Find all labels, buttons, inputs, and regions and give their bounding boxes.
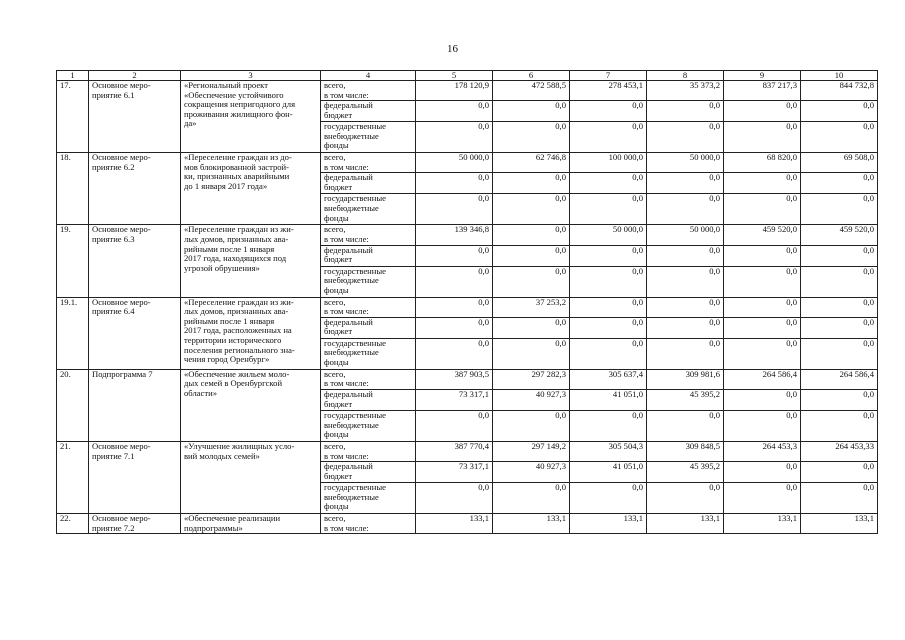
funding-source: всего, в том числе: xyxy=(321,81,416,101)
amount-cell: 100 000,0 xyxy=(570,153,647,173)
amount-cell: 0,0 xyxy=(647,122,724,153)
amount-cell: 0,0 xyxy=(647,338,724,369)
amount-cell: 0,0 xyxy=(416,317,493,338)
column-header: 1 xyxy=(57,71,89,81)
row-number: 19. xyxy=(57,225,89,297)
funding-source: государственные внебюджетные фонды xyxy=(321,483,416,514)
table-body xyxy=(57,71,878,534)
amount-cell: 133,1 xyxy=(416,514,493,534)
funding-source: всего, в том числе: xyxy=(321,441,416,461)
amount-cell: 0,0 xyxy=(570,122,647,153)
amount-cell: 0,0 xyxy=(570,194,647,225)
amount-cell: 0,0 xyxy=(493,338,570,369)
table-row xyxy=(57,81,878,101)
amount-cell: 0,0 xyxy=(416,338,493,369)
amount-cell: 0,0 xyxy=(724,122,801,153)
program-name: Основное меро- приятие 6.3 xyxy=(89,225,181,297)
amount-cell: 0,0 xyxy=(570,173,647,194)
page-number: 16 xyxy=(447,43,458,55)
amount-cell: 73 317,1 xyxy=(416,389,493,410)
amount-cell: 0,0 xyxy=(493,245,570,266)
amount-cell: 133,1 xyxy=(801,514,878,534)
amount-cell: 0,0 xyxy=(724,338,801,369)
column-header: 3 xyxy=(181,71,321,81)
column-header: 5 xyxy=(416,71,493,81)
amount-cell: 0,0 xyxy=(416,297,493,317)
program-name: Основное меро- приятие 6.4 xyxy=(89,297,181,369)
amount-cell: 387 903,5 xyxy=(416,369,493,389)
program-description: «Улучшение жилищных усло- вий молодых семей» xyxy=(181,441,321,513)
amount-cell: 0,0 xyxy=(801,173,878,194)
amount-cell: 0,0 xyxy=(570,266,647,297)
funding-source: всего, в том числе: xyxy=(321,297,416,317)
amount-cell: 264 453,33 xyxy=(801,441,878,461)
funding-source: всего, в том числе: xyxy=(321,225,416,245)
amount-cell: 264 586,4 xyxy=(724,369,801,389)
funding-source: федеральный бюджет xyxy=(321,101,416,122)
amount-cell: 0,0 xyxy=(493,483,570,514)
funding-source: государственные внебюджетные фонды xyxy=(321,194,416,225)
amount-cell: 0,0 xyxy=(801,245,878,266)
amount-cell: 0,0 xyxy=(493,194,570,225)
program-name: Основное меро- приятие 7.1 xyxy=(89,441,181,513)
amount-cell: 178 120,9 xyxy=(416,81,493,101)
amount-cell: 0,0 xyxy=(570,101,647,122)
funding-source: государственные внебюджетные фонды xyxy=(321,266,416,297)
amount-cell: 0,0 xyxy=(416,194,493,225)
row-number: 21. xyxy=(57,441,89,513)
amount-cell: 0,0 xyxy=(493,225,570,245)
amount-cell: 459 520,0 xyxy=(801,225,878,245)
amount-cell: 40 927,3 xyxy=(493,389,570,410)
row-number: 20. xyxy=(57,369,89,441)
funding-source: федеральный бюджет xyxy=(321,317,416,338)
amount-cell: 73 317,1 xyxy=(416,462,493,483)
table-row xyxy=(57,153,878,173)
amount-cell: 0,0 xyxy=(801,338,878,369)
amount-cell: 0,0 xyxy=(801,389,878,410)
amount-cell: 0,0 xyxy=(570,245,647,266)
amount-cell: 0,0 xyxy=(493,266,570,297)
amount-cell: 309 848,5 xyxy=(647,441,724,461)
amount-cell: 0,0 xyxy=(416,101,493,122)
funding-source: всего, в том числе: xyxy=(321,369,416,389)
amount-cell: 0,0 xyxy=(724,317,801,338)
amount-cell: 305 637,4 xyxy=(570,369,647,389)
table-row xyxy=(57,514,878,534)
amount-cell: 0,0 xyxy=(724,266,801,297)
program-description: «Переселение граждан из жи- лых домов, признанных ава- рийными после 1 января 2017 года, находящихся под угрозой обрушения» xyxy=(181,225,321,297)
table-row xyxy=(57,225,878,245)
amount-cell: 133,1 xyxy=(493,514,570,534)
amount-cell: 0,0 xyxy=(570,297,647,317)
program-description: «Региональный проект «Обеспечение устойчивого сокращения непригодного для проживания жилищного фон- да» xyxy=(181,81,321,153)
funding-source: федеральный бюджет xyxy=(321,245,416,266)
amount-cell: 0,0 xyxy=(493,173,570,194)
amount-cell: 139 346,8 xyxy=(416,225,493,245)
amount-cell: 472 588,5 xyxy=(493,81,570,101)
amount-cell: 68 820,0 xyxy=(724,153,801,173)
program-name: Подпрограмма 7 xyxy=(89,369,181,441)
amount-cell: 0,0 xyxy=(416,266,493,297)
amount-cell: 0,0 xyxy=(416,245,493,266)
amount-cell: 0,0 xyxy=(724,101,801,122)
table-row xyxy=(57,369,878,389)
amount-cell: 0,0 xyxy=(493,101,570,122)
amount-cell: 0,0 xyxy=(647,101,724,122)
funding-source: федеральный бюджет xyxy=(321,462,416,483)
amount-cell: 305 504,3 xyxy=(570,441,647,461)
amount-cell: 0,0 xyxy=(647,483,724,514)
amount-cell: 0,0 xyxy=(724,297,801,317)
funding-source: федеральный бюджет xyxy=(321,389,416,410)
amount-cell: 41 051,0 xyxy=(570,462,647,483)
amount-cell: 0,0 xyxy=(724,410,801,441)
amount-cell: 50 000,0 xyxy=(647,225,724,245)
column-header: 10 xyxy=(801,71,878,81)
amount-cell: 264 586,4 xyxy=(801,369,878,389)
amount-cell: 0,0 xyxy=(801,101,878,122)
amount-cell: 45 395,2 xyxy=(647,462,724,483)
program-description: «Переселение граждан из жи- лых домов, признанных ава- рийными после 1 января 2017 года, расположенных на территории исторического поселения регионального зна- чения город Оренбург» xyxy=(181,297,321,369)
row-number: 19.1. xyxy=(57,297,89,369)
budget-table xyxy=(56,70,878,534)
amount-cell: 0,0 xyxy=(570,483,647,514)
amount-cell: 0,0 xyxy=(416,410,493,441)
amount-cell: 297 149,2 xyxy=(493,441,570,461)
amount-cell: 0,0 xyxy=(724,389,801,410)
program-name: Основное меро- приятие 7.2 xyxy=(89,514,181,534)
amount-cell: 50 000,0 xyxy=(416,153,493,173)
amount-cell: 0,0 xyxy=(801,462,878,483)
amount-cell: 0,0 xyxy=(647,194,724,225)
program-description: «Переселение граждан из до- мов блокированной застрой- ки, признанных аварийными до 1 января 2017 года» xyxy=(181,153,321,225)
amount-cell: 0,0 xyxy=(647,266,724,297)
amount-cell: 0,0 xyxy=(647,410,724,441)
amount-cell: 0,0 xyxy=(801,410,878,441)
program-name: Основное меро- приятие 6.2 xyxy=(89,153,181,225)
amount-cell: 837 217,3 xyxy=(724,81,801,101)
column-header: 2 xyxy=(89,71,181,81)
amount-cell: 133,1 xyxy=(570,514,647,534)
program-description: «Обеспечение реализации подпрограммы» xyxy=(181,514,321,534)
amount-cell: 133,1 xyxy=(647,514,724,534)
funding-source: государственные внебюджетные фонды xyxy=(321,338,416,369)
amount-cell: 133,1 xyxy=(724,514,801,534)
amount-cell: 41 051,0 xyxy=(570,389,647,410)
amount-cell: 0,0 xyxy=(724,245,801,266)
amount-cell: 0,0 xyxy=(416,483,493,514)
amount-cell: 37 253,2 xyxy=(493,297,570,317)
amount-cell: 0,0 xyxy=(647,297,724,317)
funding-source: федеральный бюджет xyxy=(321,173,416,194)
amount-cell: 50 000,0 xyxy=(570,225,647,245)
amount-cell: 69 508,0 xyxy=(801,153,878,173)
row-number: 22. xyxy=(57,514,89,534)
column-header-row xyxy=(57,71,878,81)
amount-cell: 0,0 xyxy=(801,122,878,153)
funding-source: государственные внебюджетные фонды xyxy=(321,410,416,441)
amount-cell: 0,0 xyxy=(724,483,801,514)
column-header: 7 xyxy=(570,71,647,81)
amount-cell: 0,0 xyxy=(724,194,801,225)
amount-cell: 0,0 xyxy=(570,317,647,338)
funding-source: всего, в том числе: xyxy=(321,514,416,534)
amount-cell: 0,0 xyxy=(801,483,878,514)
amount-cell: 0,0 xyxy=(801,194,878,225)
amount-cell: 0,0 xyxy=(570,410,647,441)
row-number: 18. xyxy=(57,153,89,225)
amount-cell: 0,0 xyxy=(570,338,647,369)
amount-cell: 387 770,4 xyxy=(416,441,493,461)
amount-cell: 0,0 xyxy=(416,173,493,194)
column-header: 9 xyxy=(724,71,801,81)
amount-cell: 459 520,0 xyxy=(724,225,801,245)
amount-cell: 0,0 xyxy=(493,410,570,441)
amount-cell: 35 373,2 xyxy=(647,81,724,101)
amount-cell: 0,0 xyxy=(801,297,878,317)
table-row xyxy=(57,441,878,461)
amount-cell: 844 732,8 xyxy=(801,81,878,101)
column-header: 8 xyxy=(647,71,724,81)
amount-cell: 0,0 xyxy=(493,317,570,338)
funding-source: всего, в том числе: xyxy=(321,153,416,173)
amount-cell: 0,0 xyxy=(416,122,493,153)
amount-cell: 0,0 xyxy=(724,462,801,483)
amount-cell: 309 981,6 xyxy=(647,369,724,389)
amount-cell: 50 000,0 xyxy=(647,153,724,173)
amount-cell: 0,0 xyxy=(647,317,724,338)
amount-cell: 278 453,1 xyxy=(570,81,647,101)
column-header: 6 xyxy=(493,71,570,81)
amount-cell: 0,0 xyxy=(493,122,570,153)
amount-cell: 0,0 xyxy=(724,173,801,194)
program-description: «Обеспечение жильем моло- дых семей в Оренбургской области» xyxy=(181,369,321,441)
amount-cell: 0,0 xyxy=(647,245,724,266)
program-name: Основное меро- приятие 6.1 xyxy=(89,81,181,153)
amount-cell: 297 282,3 xyxy=(493,369,570,389)
column-header: 4 xyxy=(321,71,416,81)
amount-cell: 264 453,3 xyxy=(724,441,801,461)
amount-cell: 0,0 xyxy=(801,266,878,297)
amount-cell: 62 746,8 xyxy=(493,153,570,173)
amount-cell: 0,0 xyxy=(647,173,724,194)
amount-cell: 40 927,3 xyxy=(493,462,570,483)
table-row xyxy=(57,297,878,317)
row-number: 17. xyxy=(57,81,89,153)
amount-cell: 0,0 xyxy=(801,317,878,338)
amount-cell: 45 395,2 xyxy=(647,389,724,410)
funding-source: государственные внебюджетные фонды xyxy=(321,122,416,153)
